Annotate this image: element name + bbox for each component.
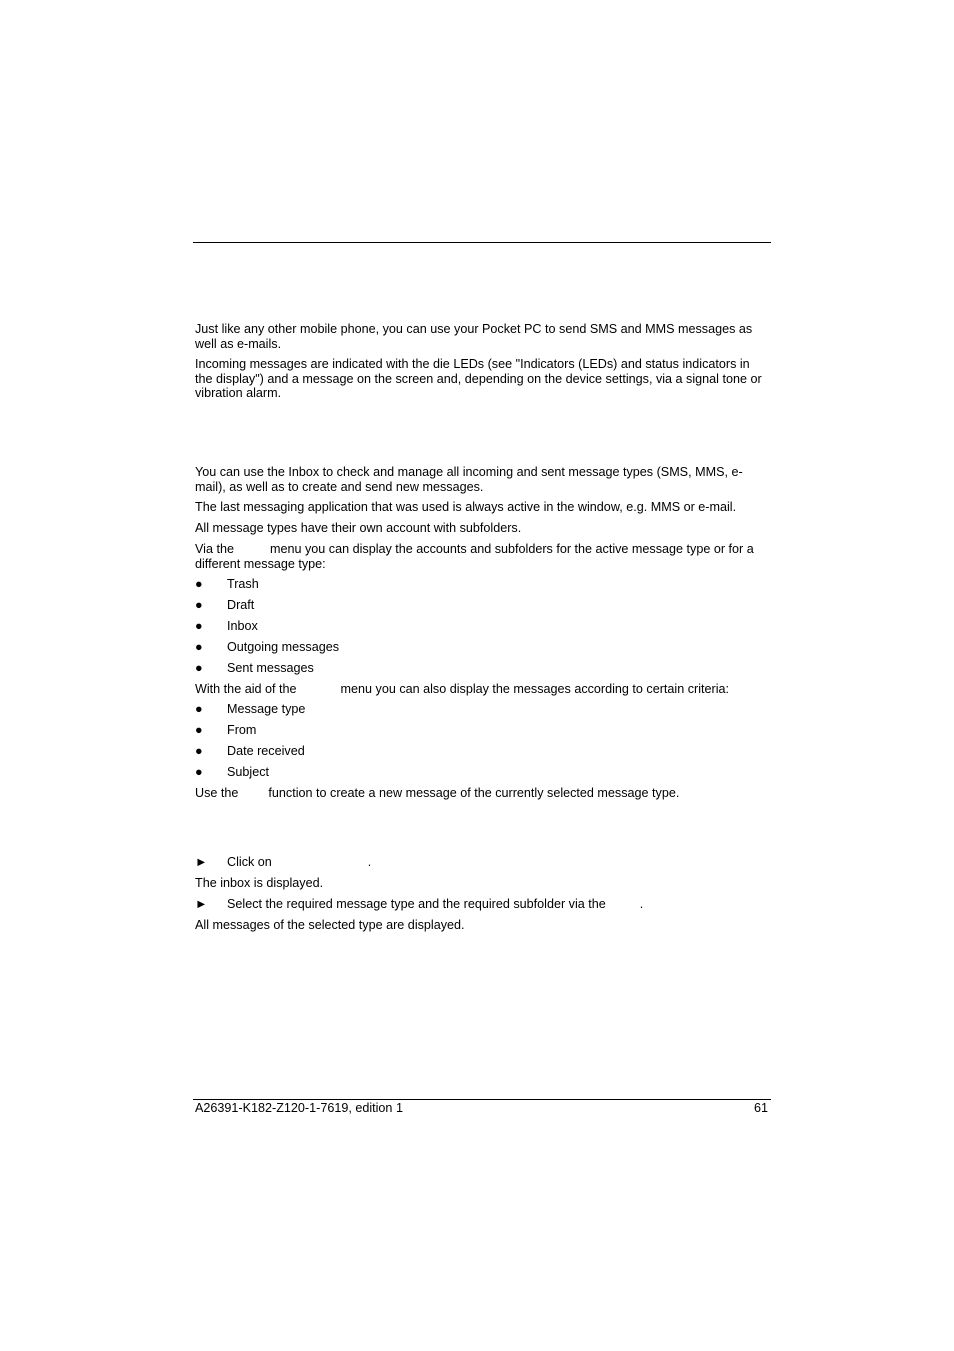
arrow-right-icon: ► xyxy=(195,855,208,869)
bullet-icon: ● xyxy=(195,661,203,675)
inbox-paragraph-1: You can use the Inbox to check and manage all incoming and sent message types (SMS, MMS, e-mail), as well as to create and send new messages. xyxy=(195,465,743,494)
folder-draft: Draft xyxy=(227,598,255,612)
with-aid-text: With the aid of the xyxy=(195,682,297,696)
intro-paragraph-1: Just like any other mobile phone, you can use your Pocket PC to send SMS and MMS messages as well as e-mails. xyxy=(195,322,753,351)
bullet-icon: ● xyxy=(195,577,203,591)
criteria-from: From xyxy=(227,723,257,737)
inbox-paragraph-3: All message types have their own account with subfolders. xyxy=(195,521,522,535)
sort-menu-text: menu you can also display the messages according to certain criteria: xyxy=(340,682,730,696)
inbox-paragraph-4 xyxy=(195,542,767,571)
header-rule xyxy=(193,242,771,243)
bullet-icon: ● xyxy=(195,640,203,654)
step-1-end: . xyxy=(367,855,372,869)
folder-inbox: Inbox xyxy=(227,619,258,633)
bullet-icon: ● xyxy=(195,702,203,716)
folder-sent: Sent messages xyxy=(227,661,314,675)
folder-trash: Trash xyxy=(227,577,259,591)
step-1-text: Click on xyxy=(227,855,272,869)
page-number: 61 xyxy=(753,1101,768,1115)
bullet-icon: ● xyxy=(195,765,203,779)
use-the-text: Use the xyxy=(195,786,239,800)
bullet-icon: ● xyxy=(195,723,203,737)
step-2-text: Select the required message type and the required subfolder via the xyxy=(227,897,606,911)
footer-doc-id: A26391-K182-Z120-1-7619, edition 1 xyxy=(195,1101,403,1115)
inbox-paragraph-5 xyxy=(195,682,767,697)
via-the-text: Via the xyxy=(195,542,234,556)
step-2-end: . xyxy=(639,897,644,911)
bullet-icon: ● xyxy=(195,744,203,758)
criteria-message-type: Message type xyxy=(227,702,306,716)
folders-menu-text: menu you can display the accounts and subfolders for the active message type or for a different message type: xyxy=(195,542,754,571)
inbox-paragraph-6 xyxy=(195,786,767,801)
intro-paragraph-2: Incoming messages are indicated with the die LEDs (see "Indicators (LEDs) and status indicators in the display") and a message on the screen and, depending on the device settings, via a signal tone or vibration alarm. xyxy=(195,357,762,401)
arrow-right-icon: ► xyxy=(195,897,208,911)
bullet-icon: ● xyxy=(195,598,203,612)
bullet-icon: ● xyxy=(195,619,203,633)
step-2-result: All messages of the selected type are displayed. xyxy=(195,918,465,932)
criteria-subject: Subject xyxy=(227,765,270,779)
footer-rule xyxy=(193,1099,771,1100)
folder-outgoing: Outgoing messages xyxy=(227,640,340,654)
criteria-date-received: Date received xyxy=(227,744,305,758)
new-function-text: function to create a new message of the currently selected message type. xyxy=(268,786,680,800)
step-1-result: The inbox is displayed. xyxy=(195,876,324,890)
inbox-paragraph-2: The last messaging application that was used is always active in the window, e.g. MMS or e-mail. xyxy=(195,500,737,514)
